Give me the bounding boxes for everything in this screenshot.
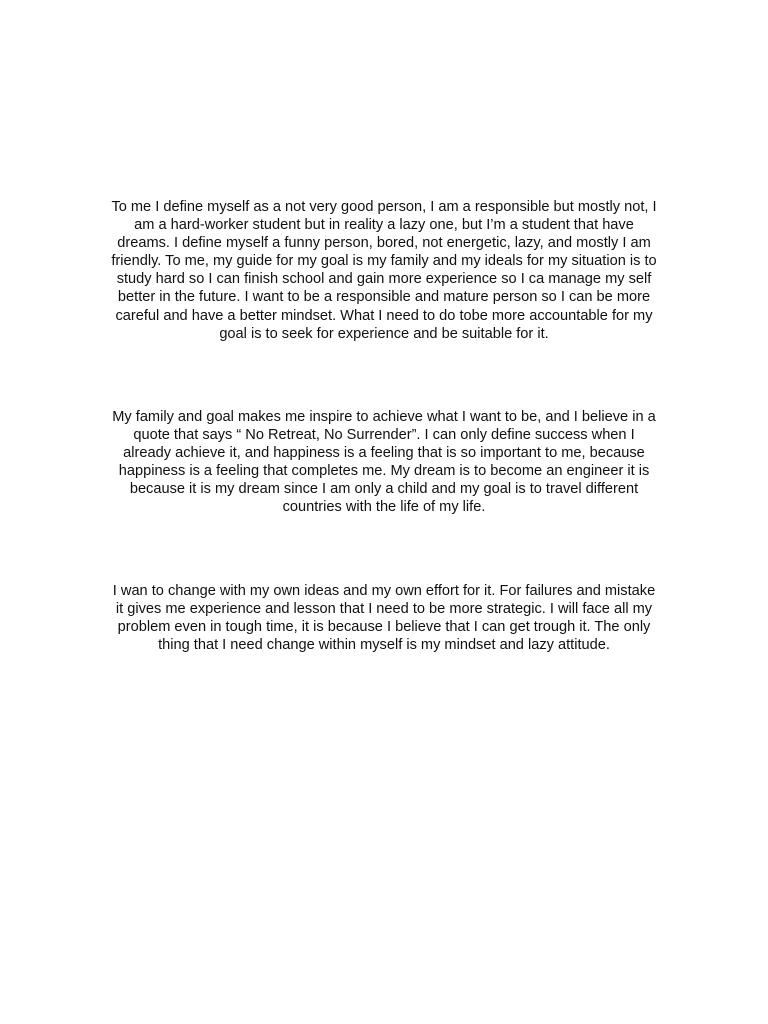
paragraph-3: I wan to change with my own ideas and my own effort for it. For failures and mistake it gives me experience and lesson that I need to be more strategic. I will face all my problem even in tough time, it is because I believe that I can get trough it. The only thing that I need change within myself is my mindset and lazy attitude. bbox=[112, 583, 656, 654]
paragraph-2: My family and goal makes me inspire to achieve what I want to be, and I believe in a quote that says “ No Retreat, No Surrender”. I can only define success when I already achieve it, and happiness is a feeling that is so important to me, because happiness is a feeling that completes me. My dream is to become an engineer it is because it is my dream since I am only a child and my goal is to travel different countries with the life of my life. bbox=[112, 409, 656, 516]
paragraph-1: To me I define myself as a not very good person, I am a responsible but mostly not, I am a hard-worker student but in reality a lazy one, but I’m a student that have dreams. I define myself a funny person, bored, not energetic, lazy, and mostly I am friendly. To me, my guide for my goal is my family and my ideals for my situation is to study hard so I can finish school and gain more experience so I ca manage my self better in the future. I want to be a responsible and mature person so I can be more careful and have a better mindset. What I need to do tobe more accountable for my goal is to seek for experience and be suitable for it. bbox=[111, 199, 657, 342]
